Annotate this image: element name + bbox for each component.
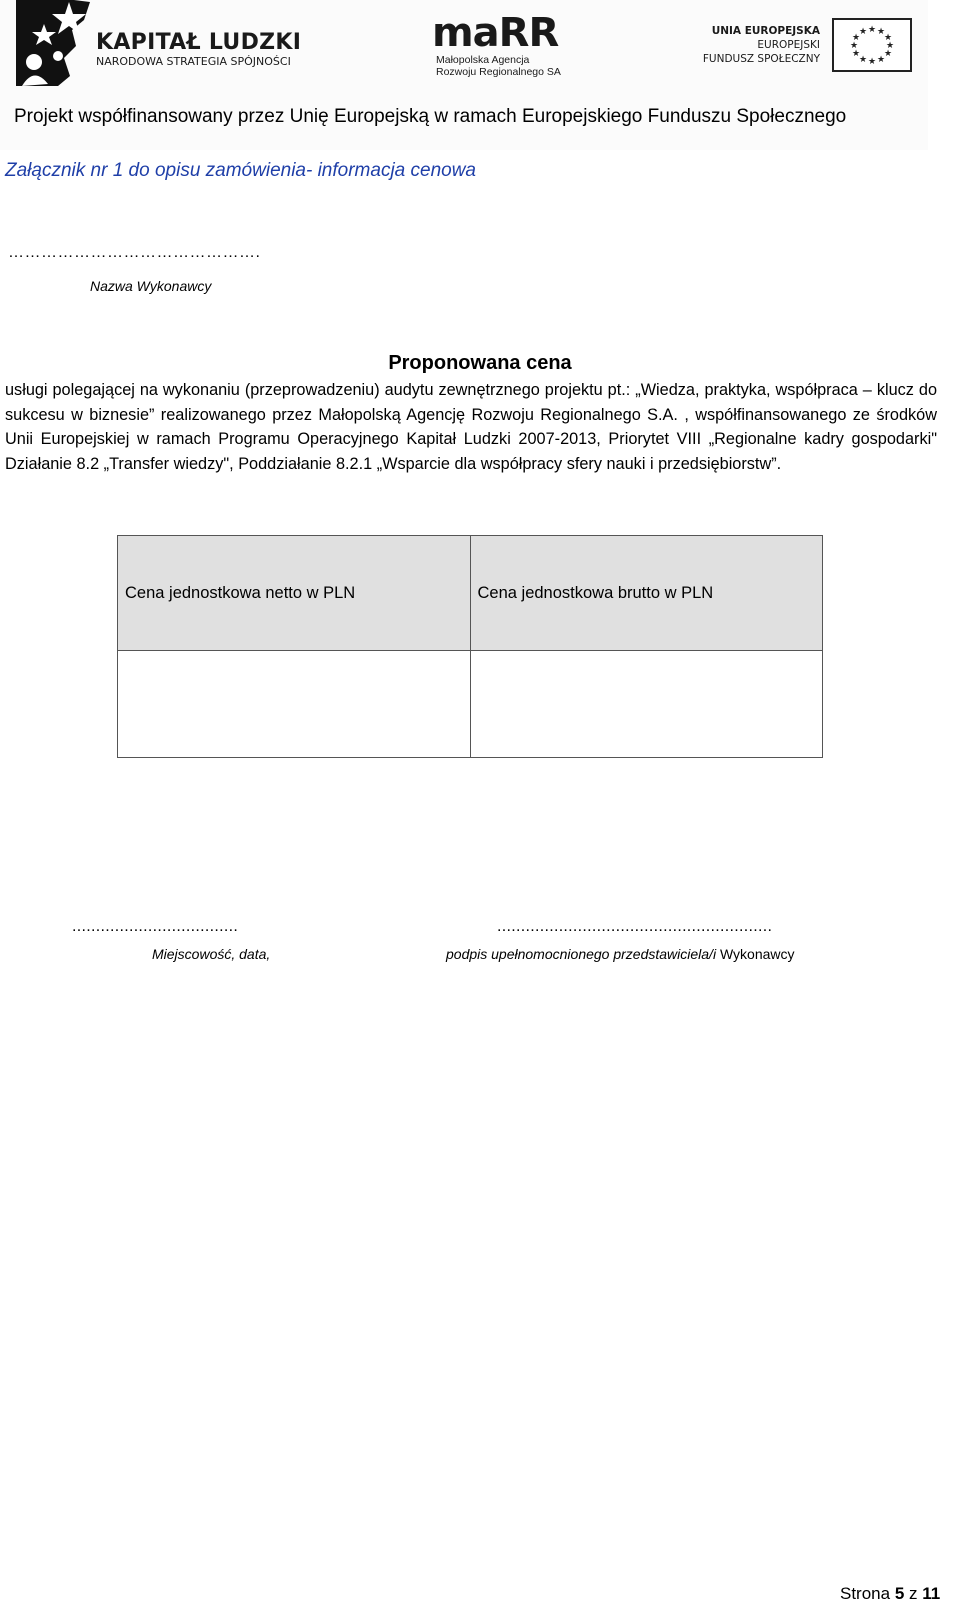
service-description: usługi polegającej na wykonaniu (przeprowadzeniu) audytu zewnętrznego projektu pt.: „Wiedza, praktyka, współpraca – klucz do sukcesu w biznesie” realizowanego przez Małopolską Agencję Rozwoju Regionalnego S.A. , współfinansowanego ze środków Unii Europejskiej w ramach Programu Operacyjnego Kapitał Ludzki 2007-2013, Priorytet VIII „Regionalne kadry gospodarki" Działanie 8.2 „Transfer wiedzy", Poddziałanie 8.2.1 „Wsparcie dla współpracy sfery nauki i przedsiębiorstw”. [5, 381, 937, 473]
eu-stars-icon [834, 20, 910, 70]
page-current: 5 [894, 1584, 905, 1603]
signature-label-plain: Wykonawcy [719, 946, 795, 962]
eu-label-line1: UNIA EUROPEJSKA [711, 25, 820, 37]
page-number [840, 1584, 940, 1604]
net-price-field[interactable] [118, 651, 471, 758]
svg-text:★: ★ [883, 49, 893, 59]
net-price-header: Cena jednostkowa netto w PLN [118, 536, 471, 651]
kapital-ludzki-title: KAPITAŁ LUDZKI [96, 30, 302, 55]
page-total: 11 [922, 1584, 941, 1603]
contractor-name-dots: ………………………………………. [8, 244, 261, 261]
signature-label [446, 946, 795, 962]
gross-price-field[interactable] [470, 651, 823, 758]
eu-label-line3: FUNDUSZ SPOŁECZNY [702, 53, 820, 65]
svg-text:★: ★ [885, 41, 895, 51]
page-prefix: Strona [840, 1584, 891, 1603]
proposal-heading: Proponowana cena [388, 352, 572, 374]
marr-subtitle [436, 54, 566, 78]
place-date-dots: ................................... [72, 918, 239, 935]
signature-label-italic: podpis upełnomocnionego przedstawiciela/i [446, 946, 717, 962]
contractor-name-label: Nazwa Wykonawcy [90, 278, 212, 294]
eu-label [690, 24, 820, 66]
table-header-row [118, 536, 823, 651]
signature-dots: .......................................................... [497, 918, 773, 935]
eu-flag-icon [832, 18, 912, 72]
annex-title: Załącznik nr 1 do opisu zamówienia- informacja cenowa [5, 160, 477, 181]
svg-text:★: ★ [851, 49, 861, 59]
svg-text:★: ★ [849, 41, 859, 51]
svg-text:★: ★ [883, 33, 893, 43]
table-row [118, 651, 823, 758]
svg-text:★: ★ [851, 33, 861, 43]
marr-subtitle-line2: Rozwoju Regionalnego SA [436, 66, 561, 78]
project-cofinancing-line: Projekt współfinansowany przez Unię Europejską w ramach Europejskiego Funduszu Społecznego [14, 106, 847, 127]
gross-price-header: Cena jednostkowa brutto w PLN [470, 536, 823, 651]
svg-text:★: ★ [876, 55, 886, 65]
svg-text:★: ★ [867, 25, 877, 35]
svg-text:★: ★ [867, 57, 877, 67]
svg-text:★: ★ [858, 27, 868, 37]
svg-text:★: ★ [858, 55, 868, 65]
eu-label-line2: EUROPEJSKI [757, 39, 820, 51]
place-date-label: Miejscowość, data, [152, 946, 271, 962]
page-middle: z [909, 1584, 918, 1603]
kapital-ludzki-subtitle: NARODOWA STRATEGIA SPÓJNOŚCI [96, 55, 291, 68]
marr-subtitle-line1: Małopolska Agencja [436, 54, 530, 66]
svg-text:★: ★ [876, 27, 886, 37]
marr-logo: maRR [432, 10, 559, 56]
price-table [117, 535, 823, 758]
kapital-ludzki-emblem-icon [14, 0, 94, 88]
